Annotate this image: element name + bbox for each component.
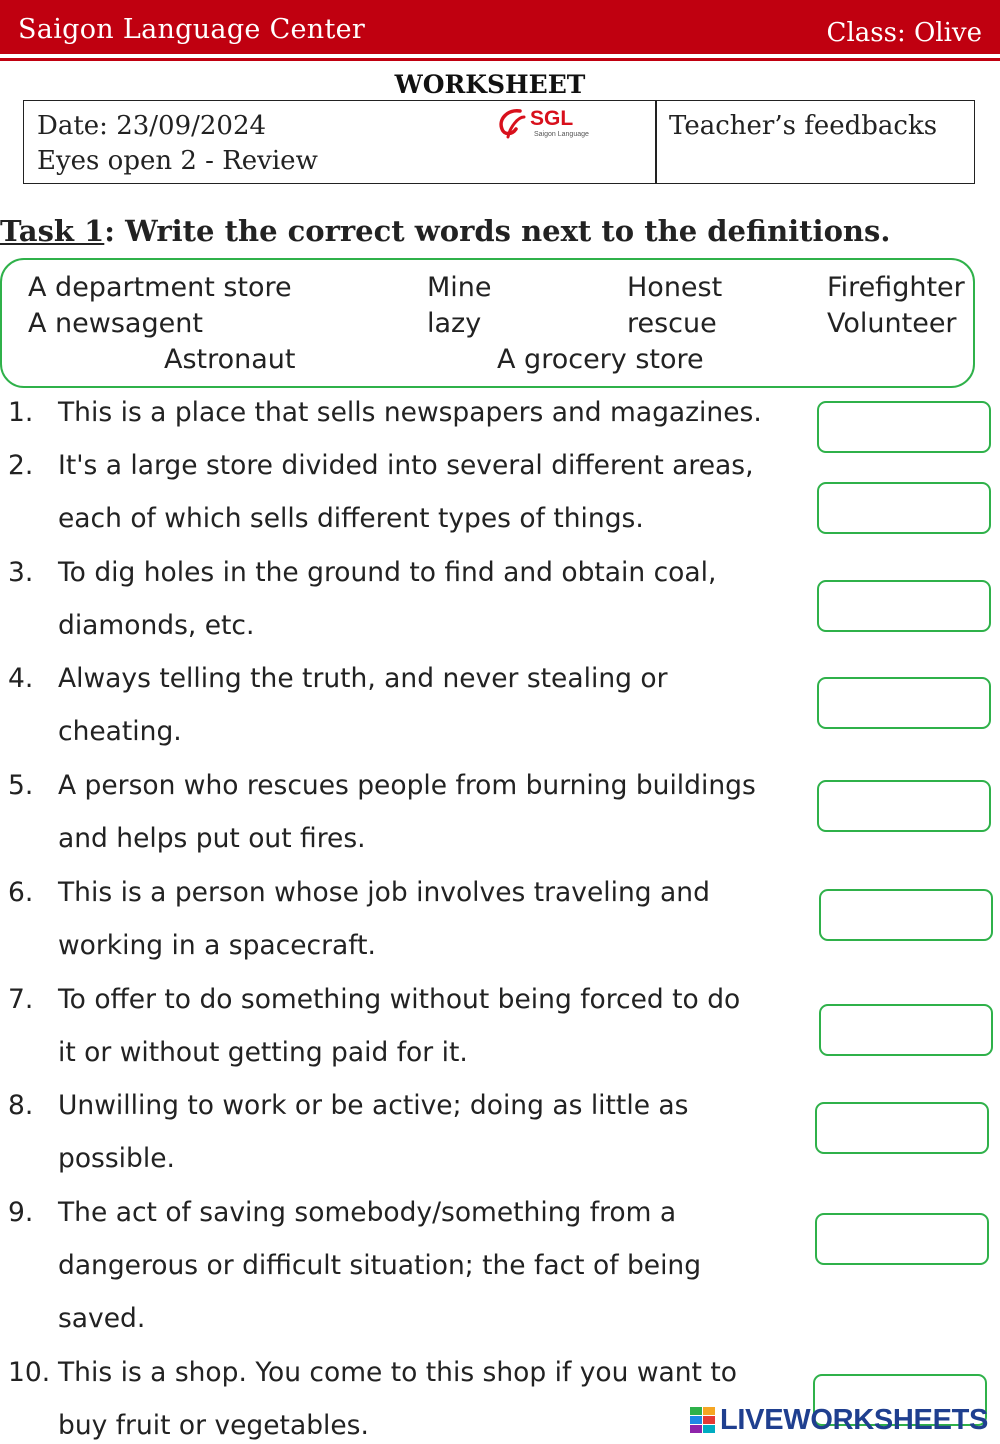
info-box [23, 100, 975, 184]
question-text: Unwilling to work or be active; doing as little as [58, 1090, 689, 1121]
question-text: each of which sells different types of things. [58, 503, 644, 534]
answer-input-1[interactable] [817, 401, 991, 453]
task-instruction: : Write the correct words next to the definitions. [104, 214, 891, 248]
question-text: working in a spacecraft. [58, 930, 376, 961]
sgl-logo [494, 107, 594, 143]
word-bank-item: A grocery store [497, 344, 704, 375]
question-number: 1. [8, 397, 34, 428]
header-bar [0, 0, 1000, 54]
sgl-swoosh-icon [494, 107, 530, 141]
word-bank-item: Astronaut [164, 344, 296, 375]
question-text: A person who rescues people from burning buildings [58, 770, 756, 801]
word-bank-item: lazy [427, 308, 482, 339]
question-text: diamonds, etc. [58, 610, 255, 641]
answer-input-7[interactable] [819, 1004, 993, 1056]
answer-input-9[interactable] [815, 1213, 989, 1265]
question-text: It's a large store divided into several different areas, [58, 450, 754, 481]
question-number: 8. [8, 1090, 34, 1121]
liveworksheets-blocks-icon [690, 1407, 716, 1435]
question-text: To offer to do something without being forced to do [58, 984, 741, 1015]
question-text: buy fruit or vegetables. [58, 1410, 369, 1441]
logo-subtext: Saigon Language [534, 131, 589, 138]
question-text: possible. [58, 1143, 175, 1174]
question-number: 5. [8, 770, 34, 801]
question-text: saved. [58, 1303, 146, 1334]
question-number: 6. [8, 877, 34, 908]
header-underline [0, 58, 1000, 61]
question-number: 9. [8, 1197, 34, 1228]
school-name: Saigon Language Center [18, 14, 366, 45]
question-number: 2. [8, 450, 34, 481]
question-text: and helps put out fires. [58, 823, 366, 854]
liveworksheets-logo [690, 1404, 990, 1438]
class-name: Class: Olive [826, 18, 982, 48]
word-bank-item: Firefighter [827, 272, 965, 303]
teacher-feedback-label: Teacher’s feedbacks [669, 111, 938, 141]
answer-input-4[interactable] [817, 677, 991, 729]
logo-text: SGL [530, 107, 574, 130]
word-bank-item: Volunteer [827, 308, 957, 339]
question-text: To dig holes in the ground to find and obtain coal, [58, 557, 717, 588]
date-label: Date: 23/09/2024 [37, 111, 267, 141]
word-bank-item: A newsagent [28, 308, 203, 339]
word-bank-item: rescue [627, 308, 717, 339]
word-bank-item: Mine [427, 272, 492, 303]
task-label: Task 1 [0, 214, 105, 248]
question-text: This is a person whose job involves traveling and [58, 877, 710, 908]
answer-input-8[interactable] [815, 1102, 989, 1154]
question-number: 4. [8, 663, 34, 694]
question-text: cheating. [58, 716, 182, 747]
answer-input-3[interactable] [817, 580, 991, 632]
question-text: This is a place that sells newspapers and magazines. [58, 397, 762, 428]
word-bank [0, 258, 975, 388]
word-bank-item: Honest [627, 272, 723, 303]
question-text: it or without getting paid for it. [58, 1037, 468, 1068]
watermark-text: LIVEWORKSHEETS [720, 1404, 989, 1436]
book-label: Eyes open 2 - Review [37, 146, 318, 176]
answer-input-5[interactable] [817, 780, 991, 832]
question-number: 3. [8, 557, 34, 588]
answer-input-2[interactable] [817, 482, 991, 534]
question-text: This is a shop. You come to this shop if you want to [58, 1357, 737, 1388]
question-text: Always telling the truth, and never stealing or [58, 663, 668, 694]
question-text: dangerous or difficult situation; the fact of being [58, 1250, 702, 1281]
word-bank-item: A department store [28, 272, 292, 303]
question-number: 10. [8, 1357, 51, 1388]
task-title [0, 214, 890, 248]
answer-input-6[interactable] [819, 889, 993, 941]
worksheet-title: WORKSHEET [394, 70, 586, 99]
question-number: 7. [8, 984, 34, 1015]
question-text: The act of saving somebody/something from a [58, 1197, 677, 1228]
info-divider [655, 101, 657, 183]
